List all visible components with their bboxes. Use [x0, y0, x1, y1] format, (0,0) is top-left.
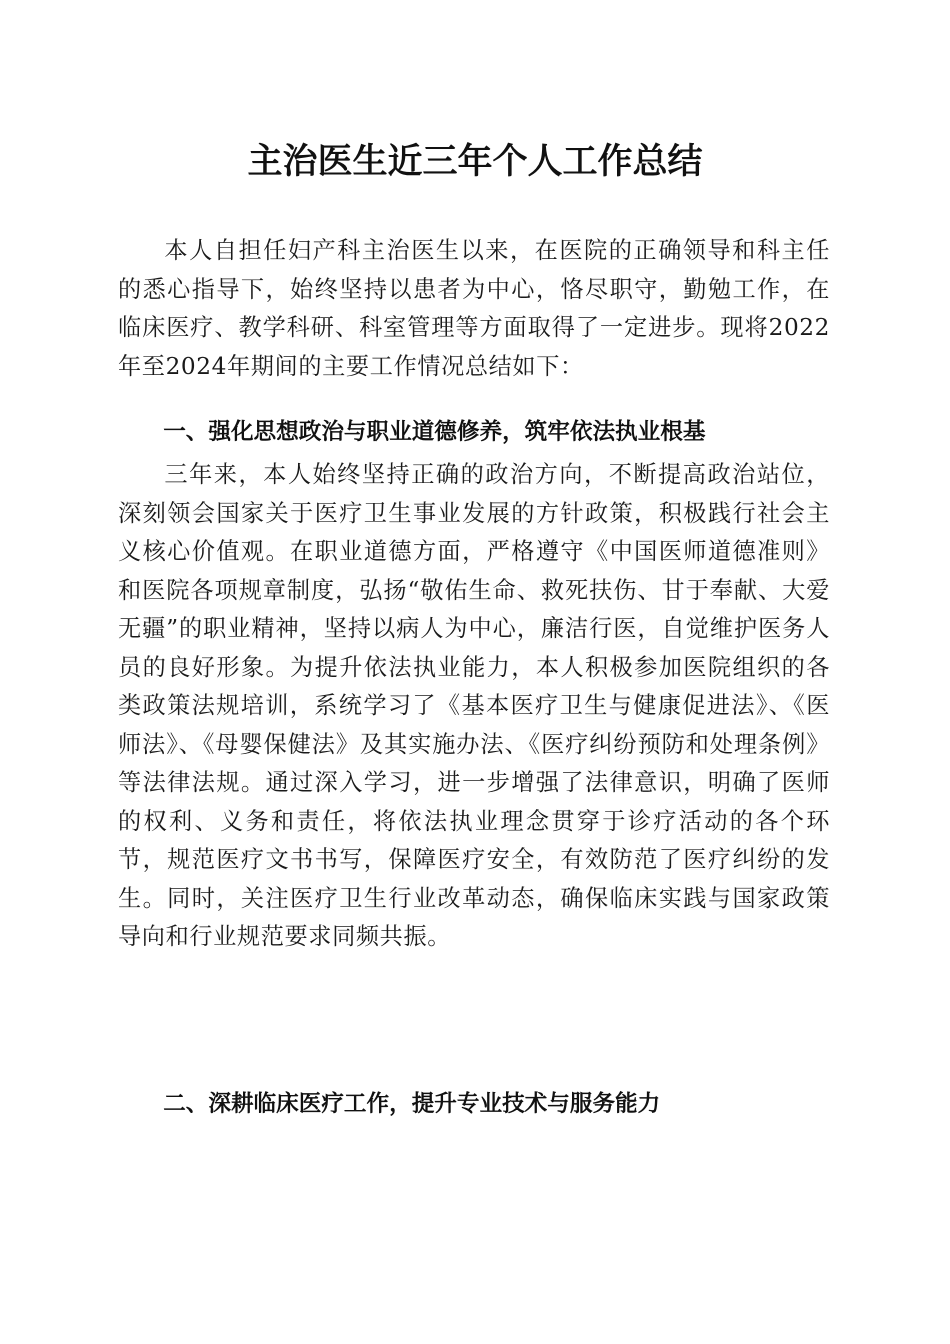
intro-paragraph: 本人自担任妇产科主治医生以来，在医院的正确领导和科主任的悉心指导下，始终坚持以患者为中心，恪尽职守，勤勉工作，在临床医疗、教学科研、科室管理等方面取得了一定进步。现将2022年至2024年期间的主要工作情况总结如下： — [118, 237, 830, 380]
section-heading-1: 一、强化思想政治与职业道德修养，筑牢依法执业根基 — [163, 419, 706, 445]
document-title: 主治医生近三年个人工作总结 — [247, 141, 703, 182]
section-heading-2: 二、深耕临床医疗工作，提升专业技术与服务能力 — [163, 1091, 661, 1117]
section-paragraph-1: 三年来，本人始终坚持正确的政治方向，不断提高政治站位，深刻领会国家关于医疗卫生事业发展的方针政策，积极践行社会主义核心价值观。在职业道德方面，严格遵守《中国医师道德准则》和医院各项规章制度，弘扬“敬佑生命、救死扶伤、甘于奉献、大爱无疆”的职业精神，坚持以病人为中心，廉洁行医，自觉维护医务人员的良好形象。为提升依法执业能力，本人积极参加医院组织的各类政策法规培训，系统学习了《基本医疗卫生与健康促进法》、《医师法》、《母婴保健法》及其实施办法、《医疗纠纷预防和处理条例》等法律法规。通过深入学习，进一步增强了法律意识，明确了医师的权利、义务和责任，将依法执业理念贯穿于诊疗活动的各个环节，规范医疗文书书写，保障医疗安全，有效防范了医疗纠纷的发生。同时，关注医疗卫生行业改革动态，确保临床实践与国家政策导向和行业规范要求同频共振。 — [118, 461, 830, 950]
